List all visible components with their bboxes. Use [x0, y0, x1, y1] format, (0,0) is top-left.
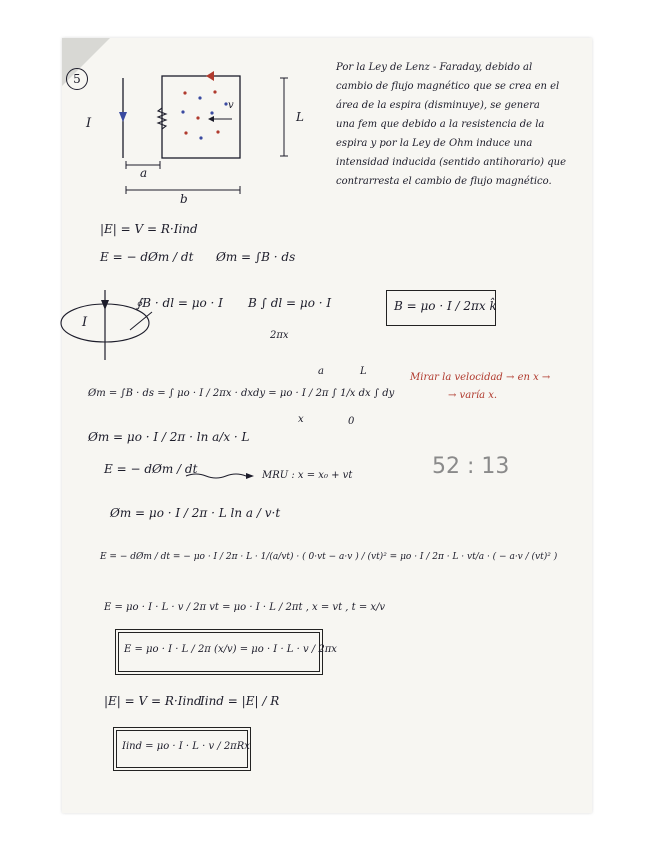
- equation-final-result: Iind = μo · I · L · v / 2πRx: [122, 741, 250, 752]
- explanation-line: intensidad inducida (sentido antihorario) que: [336, 157, 566, 168]
- equation-emf-substitution: E = μo · I · L · v / 2π vt = μo · I · L / 2πt , x = vt , t = x/v: [104, 602, 386, 613]
- current-label: I: [86, 116, 92, 131]
- equation-flux-result: Øm = μo · I / 2π · ln a/x · L: [88, 430, 250, 444]
- flux-limit-lower-x: x: [298, 414, 304, 425]
- equation-emf-def-2: E = − dØm / dt: [104, 462, 198, 476]
- equation-mru: MRU : x = x₀ + vt: [262, 470, 353, 481]
- explanation-line: una fem que debido a la resistencia de la: [336, 119, 545, 130]
- equation-emf-ohm: |E| = V = R·Iind: [100, 222, 198, 236]
- equation-flux-def: Øm = ∫B · ds: [216, 250, 296, 264]
- explanation-line: espira y por la Ley de Ohm induce una: [336, 138, 533, 149]
- equation-ohm-law: |E| = V = R·Iind: [104, 694, 202, 708]
- equation-emf-def: E = − dØm / dt: [100, 250, 194, 264]
- explanation-line: Por la Ley de Lenz - Faraday, debido al: [336, 62, 533, 73]
- explanation-text: [336, 58, 566, 191]
- explanation-line: área de la espira (disminuye), se genera: [336, 100, 540, 111]
- explanation-line: cambio de flujo magnético que se crea en el: [336, 81, 560, 92]
- equation-flux-integral: Øm = ∫B · ds = ∫ μo · I / 2πx · dxdy = μo · I / 2π ∫ 1/x dx ∫ dy: [88, 388, 395, 399]
- length-label: L: [296, 110, 304, 124]
- equation-flux-time: Øm = μo · I / 2π · L ln a / v·t: [110, 506, 281, 520]
- distance-a-label: a: [140, 166, 148, 180]
- flux-limit-upper-x: a: [318, 366, 324, 377]
- distance-b-label: b: [180, 192, 188, 206]
- equation-emf-boxed: E = μo · I · L / 2π (x/v) = μo · I · L · v / 2πx: [124, 644, 337, 655]
- velocity-label: v: [228, 100, 234, 111]
- equation-iind: Iind = |E| / R: [200, 694, 280, 708]
- equation-ampere-law: ∮B · dl = μo · I: [136, 296, 223, 310]
- flux-limit-lower-y: 0: [348, 416, 355, 427]
- equation-emf-derivative: E = − dØm / dt = − μo · I / 2π · L · 1/(a/vt) · ( 0·vt − a·v ) / (vt)² = μo · I / 2π · L · vt/a · ( − a·v / (vt)² ): [100, 552, 558, 562]
- equation-ampere-length: 2πx: [270, 330, 289, 341]
- ampere-current-label: I: [82, 315, 88, 330]
- faint-number: 52 : 13: [432, 454, 510, 479]
- note-velocity-line2: → varía x.: [448, 390, 498, 401]
- note-velocity-line1: Mirar la velocidad → en x →: [410, 372, 551, 383]
- equation-b-result: B = μo · I / 2πx k̂: [394, 299, 497, 313]
- flux-limit-upper-y: L: [360, 366, 367, 377]
- equation-ampere-b: B ∫ dl = μo · I: [248, 296, 332, 310]
- problem-number: 5: [73, 72, 81, 86]
- explanation-line: contrarresta el cambio de flujo magnético.: [336, 176, 552, 187]
